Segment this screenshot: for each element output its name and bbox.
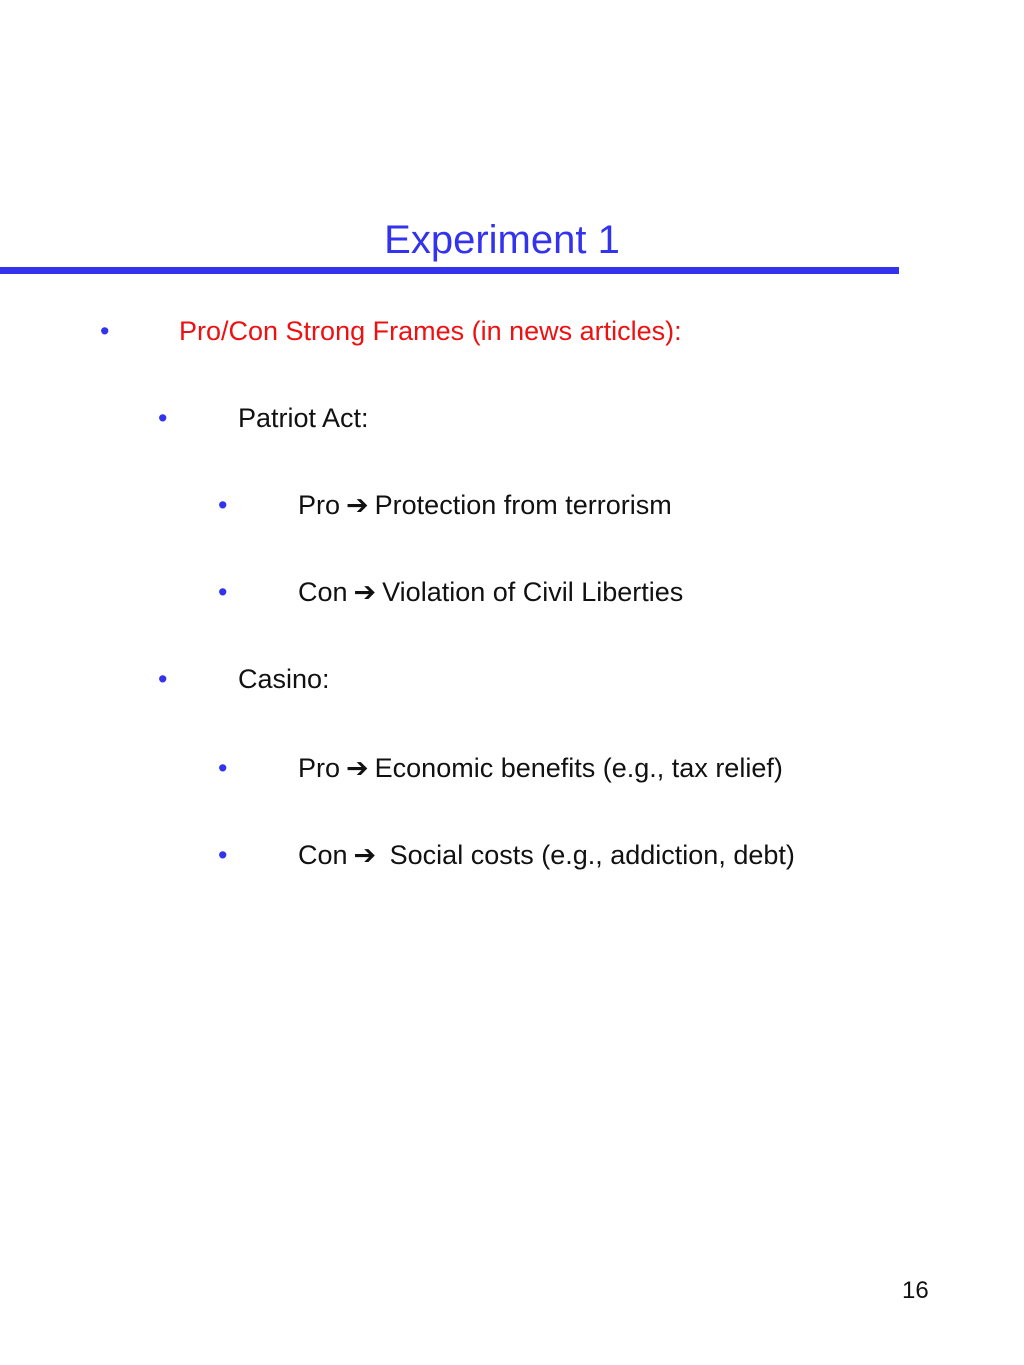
arrow-right-icon: ➔ [346, 753, 369, 783]
frame-label: Con [298, 840, 348, 870]
bullet-icon: • [158, 664, 168, 694]
list-item [298, 838, 795, 872]
topic-casino: Casino: [238, 664, 330, 694]
frame-label: Con [298, 577, 348, 607]
list-item [298, 575, 683, 609]
bullet-icon: • [100, 316, 110, 346]
frame-description: Social costs (e.g., addiction, debt) [382, 840, 795, 870]
section-heading: Pro/Con Strong Frames (in news articles): [179, 316, 682, 346]
bullet-icon: • [158, 403, 168, 433]
arrow-right-icon: ➔ [346, 490, 369, 520]
frame-label: Pro [298, 753, 341, 783]
title-underline-rule [0, 267, 899, 274]
frame-description: Protection from terrorism [374, 490, 672, 520]
bullet-icon: • [218, 490, 228, 520]
topic-patriot-act: Patriot Act: [238, 403, 369, 433]
bullet-icon: • [218, 840, 228, 870]
bullet-icon: • [218, 577, 228, 607]
list-item [298, 751, 783, 785]
frame-description: Violation of Civil Liberties [382, 577, 684, 607]
list-item [298, 488, 672, 522]
page-number: 16 [902, 1277, 929, 1304]
arrow-right-icon: ➔ [353, 577, 377, 607]
frame-description: Economic benefits (e.g., tax relief) [374, 753, 783, 783]
arrow-right-icon: ➔ [353, 840, 377, 870]
slide-title: Experiment 1 [384, 218, 620, 262]
frame-label: Pro [298, 490, 341, 520]
bullet-icon: • [218, 753, 228, 783]
